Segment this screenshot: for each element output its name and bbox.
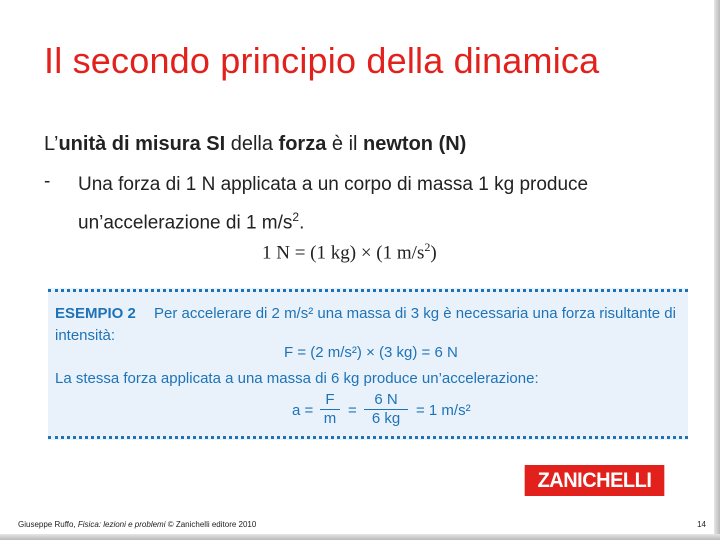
example-text-3: La stessa forza applicata a una massa di 6 kg produce un’accelerazione: — [55, 370, 539, 387]
lead-bold-si-unit: unità di misura SI — [58, 133, 226, 155]
example-formula-force: F = (2 m/s²) × (3 kg) = 6 N — [284, 344, 458, 361]
newton-formula — [262, 240, 437, 264]
footer-credit — [18, 520, 256, 529]
newton-formula-left: 1 N = (1 kg) × (1 m/s — [262, 242, 425, 264]
accel-rhs: = 1 m/s² — [416, 402, 471, 419]
bullet-exponent: 2 — [292, 210, 300, 224]
footer-book: Fisica: lezioni e problemi — [77, 520, 166, 529]
accel-fraction-1-numerator: F — [320, 391, 340, 410]
lead-part-3: è il — [326, 133, 364, 155]
accel-fraction-2-denominator: 6 kg — [371, 410, 401, 427]
footer-author: Giuseppe Ruffo, — [18, 520, 78, 529]
example-label: ESEMPIO 2 — [55, 305, 136, 322]
slide-title: Il secondo principio della dinamica — [44, 40, 600, 81]
accel-fraction-1-denominator: m — [323, 410, 337, 427]
accel-equals: = — [348, 402, 357, 419]
example-box — [48, 288, 688, 440]
bullet-end: . — [299, 212, 305, 234]
newton-formula-exponent: 2 — [424, 240, 431, 254]
lead-bold-newton: newton (N) — [363, 133, 467, 155]
accel-fraction-1 — [320, 391, 340, 428]
footer-publisher: © Zanichelli editore 2010 — [165, 520, 257, 529]
accel-lhs: a = — [292, 402, 314, 419]
lead-sentence — [44, 133, 466, 156]
bullet-text — [78, 169, 678, 239]
lead-part-1: L’ — [44, 133, 59, 155]
newton-formula-right: ) — [430, 242, 437, 264]
example-bottom-dotted-rule — [48, 436, 688, 439]
example-text-2: intensità: — [55, 327, 116, 344]
accel-fraction-2-numerator: 6 N — [364, 391, 408, 410]
slide-right-shadow — [714, 0, 720, 540]
lead-bold-force: forza — [278, 133, 327, 155]
bullet-marker: - — [44, 171, 51, 192]
zanichelli-logo: ZANICHELLI — [525, 465, 665, 496]
slide-bottom-shadow — [0, 534, 720, 540]
bullet-body: Una forza di 1 N applicata a un corpo di massa 1 kg produce un’accelerazione di 1 m/s — [78, 174, 589, 234]
example-text-1: Per accelerare di 2 m/s² una massa di 3 kg è necessaria una forza risultante di — [154, 305, 676, 322]
page-number: 14 — [697, 520, 706, 529]
accel-fraction-2 — [364, 391, 408, 428]
example-top-dotted-rule — [48, 289, 688, 292]
lead-part-2: della — [225, 133, 279, 155]
